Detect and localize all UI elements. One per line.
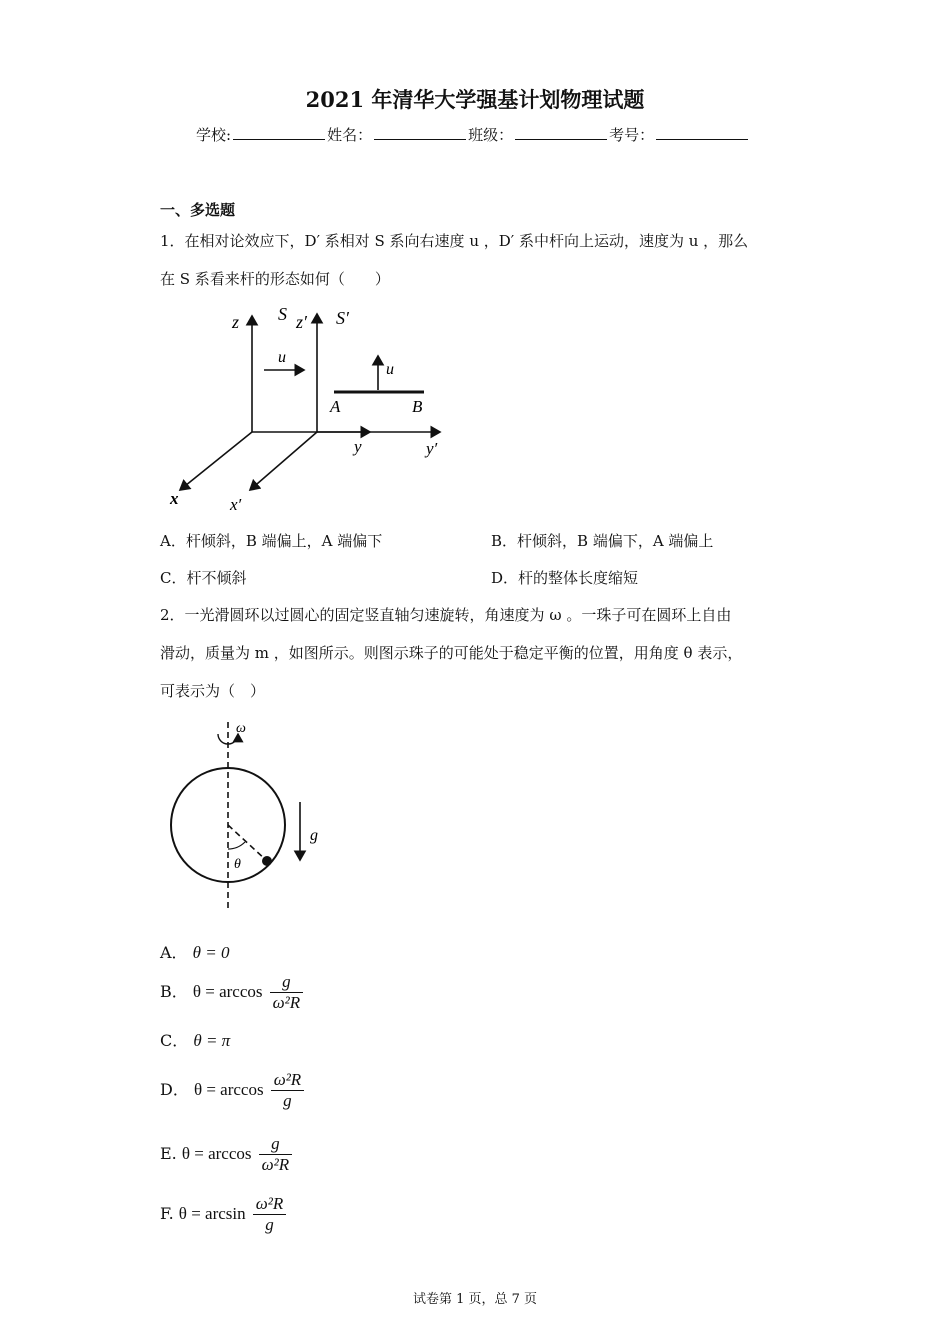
- q2-option-f-expr: θ = arcsin: [178, 1204, 246, 1223]
- q2-option-b-expr: θ = arccos: [192, 982, 263, 1001]
- label-theta: θ: [234, 857, 241, 872]
- q1-option-b: B．杆倾斜，B 端偏下，A 端偏上: [491, 532, 714, 550]
- q2-option-b: [160, 972, 303, 1013]
- q2-option-a-expr: θ = 0: [192, 943, 230, 962]
- q2-option-d-label: D．: [160, 1080, 189, 1099]
- exam-no-label: 考号：: [609, 126, 655, 144]
- q2-option-a: [160, 940, 229, 963]
- q2-option-e: [160, 1134, 292, 1175]
- q2-option-f-num: ω²R: [253, 1194, 286, 1215]
- q2-option-d-expr: θ = arccos: [193, 1080, 264, 1099]
- label-x: x: [170, 489, 179, 508]
- question-2-line2: 滑动，质量为 m ，如图所示。则图示珠子的可能处于稳定平衡的位置，用角度 θ 表示，: [160, 644, 743, 662]
- exam-no-blank: [656, 125, 748, 140]
- q1-option-c: C．杆不倾斜: [160, 569, 247, 587]
- label-g: g: [310, 827, 318, 844]
- class-blank: [515, 125, 607, 140]
- q2-option-f-den: g: [265, 1215, 274, 1234]
- q2-option-b-den: ω²R: [272, 993, 301, 1012]
- question-1-stem: [160, 222, 800, 298]
- q1-option-d: D．杆的整体长度缩短: [491, 569, 639, 587]
- q2-option-e-expr: θ = arccos: [181, 1144, 252, 1163]
- q2-option-c: [160, 1028, 230, 1051]
- question-2-line3: 可表示为（ ）: [160, 682, 266, 700]
- radius-line: [228, 825, 267, 861]
- q2-option-f-label: F.: [160, 1204, 174, 1223]
- label-z-prime: z′: [296, 312, 307, 332]
- section-heading: 一、多选题: [160, 201, 236, 219]
- name-label: 姓名：: [327, 126, 373, 144]
- q2-option-b-label: B．: [160, 982, 188, 1001]
- class-label: 班级：: [468, 126, 514, 144]
- label-B: B: [412, 397, 423, 416]
- label-A: A: [330, 397, 341, 416]
- q2-option-e-num: g: [259, 1134, 292, 1155]
- q2-option-f: [160, 1194, 286, 1235]
- label-S-prime: S′: [336, 308, 349, 328]
- q1-option-a: A．杆倾斜，B 端偏上，A 端偏下: [160, 532, 383, 550]
- q2-option-d-fraction: [271, 1070, 304, 1111]
- bead: [262, 856, 272, 866]
- question-1-line1: 1．在相对论效应下，D′ 系相对 S 系向右速度 u ，D′ 系中杆向上运动，速度为 u ，那么: [160, 232, 749, 250]
- q2-option-c-expr: θ = π: [193, 1031, 231, 1050]
- school-label: 学校:: [196, 126, 232, 144]
- q2-option-e-den: ω²R: [261, 1155, 290, 1174]
- q2-option-e-fraction: [259, 1134, 292, 1175]
- label-S: S: [278, 304, 287, 324]
- question-1-line2: 在 S 系看来杆的形态如何（ ）: [160, 270, 390, 288]
- x-prime-axis: [250, 432, 317, 490]
- question-2-stem: [160, 596, 800, 710]
- label-u-frame: u: [278, 349, 286, 366]
- label-x-prime: x′: [230, 495, 242, 514]
- q2-option-b-num: g: [270, 972, 303, 993]
- q2-option-f-fraction: [253, 1194, 286, 1235]
- q2-option-d-num: ω²R: [271, 1070, 304, 1091]
- question-2-line1: 2．一光滑圆环以过圆心的固定竖直轴匀速旋转，角速度为 ω 。一珠子可在圆环上自由: [160, 606, 732, 624]
- q2-option-a-label: A．: [160, 943, 188, 962]
- school-blank: [233, 125, 325, 140]
- label-u-rod: u: [386, 361, 394, 378]
- theta-arc: [228, 842, 245, 849]
- page-title: 2021 年清华大学强基计划物理试题: [305, 87, 645, 112]
- q2-option-d-den: g: [283, 1091, 292, 1110]
- label-z: z: [232, 312, 240, 332]
- relativity-figure: [160, 300, 460, 518]
- label-y: y: [354, 437, 362, 456]
- q2-option-d: [160, 1070, 304, 1111]
- label-omega: ω: [236, 721, 246, 736]
- page-footer: 试卷第 1 页，总 7 页: [412, 1292, 538, 1307]
- hoop-figure: [160, 716, 340, 916]
- x-axis: [180, 432, 252, 490]
- q2-option-b-fraction: [270, 972, 303, 1013]
- q2-option-e-label: E.: [160, 1144, 177, 1163]
- student-info-line: [196, 124, 750, 145]
- name-blank: [374, 125, 466, 140]
- label-y-prime: y′: [426, 439, 438, 458]
- q2-option-c-label: C．: [160, 1031, 189, 1050]
